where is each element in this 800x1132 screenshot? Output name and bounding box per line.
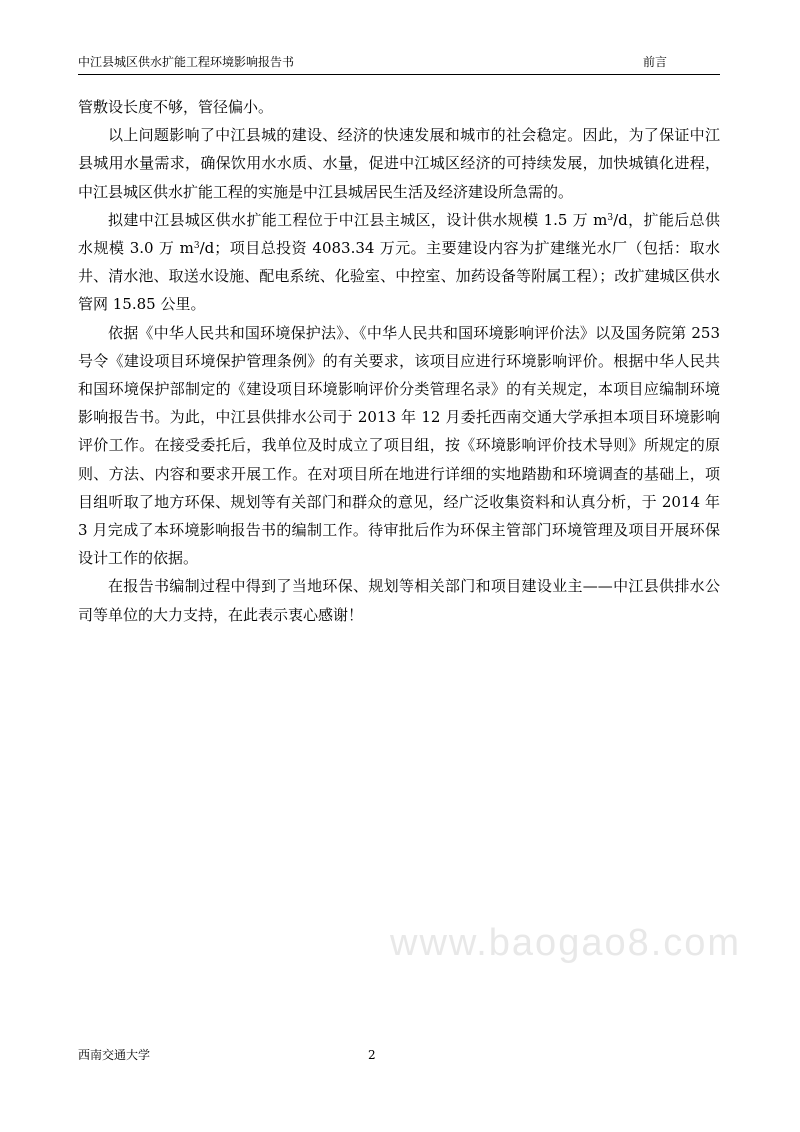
report-title: 中江县城区供水扩能工程环境影响报告书 [78, 55, 295, 69]
document-body [78, 93, 720, 629]
paragraph-1: 管敷设长度不够，管径偏小。 [78, 98, 274, 116]
paragraph-5: 在报告书编制过程中得到了当地环保、规划等相关部门和项目建设业主——中江县供排水公司等单位的大力支持，在此表示衷心感谢！ [78, 577, 720, 624]
paragraph-3-text-b: /d，扩能后总供水规模 3.0 万 m [78, 210, 720, 258]
superscript-cubic: 3 [193, 241, 200, 252]
paragraph-3-text-c: /d；项目总投资 4083.34 万元。主要建设内容为扩建继光水厂（包括：取水井、清水池、取送水设施、配电系统、化验室、中控室、加药设备等附属工程）；改扩建城区供水管网 15.85 公里。 [78, 239, 720, 314]
paragraph-4: 依据《中华人民共和国环境保护法》、《中华人民共和国环境影响评价法》以及国务院第 253 号令《建设项目环境保护管理条例》的有关要求，该项目应进行环境影响评价。根据中华人民共和国环境保护部制定的《建设项目环境影响评价分类管理名录》的有关规定，本项目应编制环境影响报告书。为此，中江县供排水公司于 2013 年 12 月委托西南交通大学承担本项目环境影响评价工作。在接受委托后，我单位及时成立了项目组，按《环境影响评价技术导则》所规定的原则、方法、内容和要求开展工作。在对项目所在地进行详细的实地踏勘和环境调查的基础上，项目组听取了地方环保、规划等有关部门和群众的意见，经广泛收集资料和认真分析，于 2014 年 3 月完成了本环境影响报告书的编制工作。待审批后作为环保主管部门环境管理及项目开展环保设计工作的依据。 [78, 323, 720, 568]
watermark: www.baogao8.com [390, 922, 742, 964]
page-number: 2 [368, 1048, 376, 1062]
paragraph-2: 以上问题影响了中江县城的建设、经济的快速发展和城市的社会稳定。因此，为了保证中江县城用水量需求，确保饮用水水质、水量，促进中江城区经济的可持续发展，加快城镇化进程，中江县城区供水扩能工程的实施是中江县城居民生活及经济建设所急需的。 [78, 126, 720, 201]
page-header [78, 54, 720, 75]
footer-organization: 西南交通大学 [78, 1048, 151, 1062]
paragraph-3 [78, 206, 720, 319]
section-name: 前言 [643, 55, 668, 69]
paragraph-3-text-a: 拟建中江县城区供水扩能工程位于中江县主城区，设计供水规模 1.5 万 m [108, 210, 608, 229]
superscript-cubic: 3 [607, 212, 614, 223]
